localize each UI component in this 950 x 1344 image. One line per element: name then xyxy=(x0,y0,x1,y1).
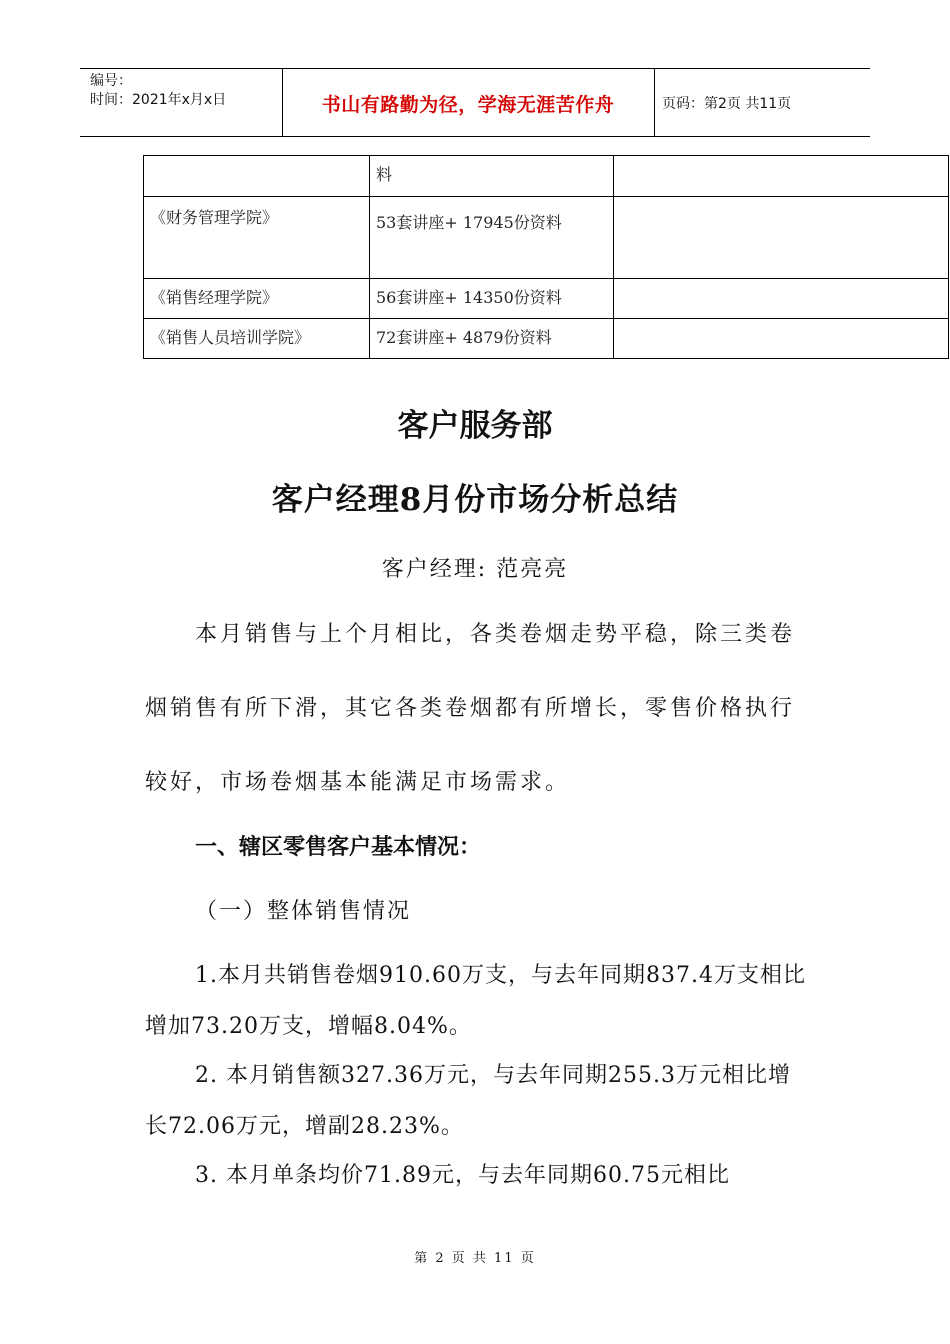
table-cell: 53套讲座+ 17945份资料 xyxy=(370,197,614,279)
subsection-heading: （一）整体销售情况 xyxy=(195,899,412,924)
page-footer: 第 2 页 共 11 页 xyxy=(414,1251,536,1266)
table-cell: 56套讲座+ 14350份资料 xyxy=(370,279,614,319)
summary-paragraph: 本月销售与上个月相比，各类卷烟走势平稳，除三类卷烟销售有所下滑，其它各类卷烟都有所增长，零售价格执行较好，市场卷烟基本能满足市场需求。 xyxy=(145,622,796,795)
department-title: 客户服务部 xyxy=(397,408,553,444)
header-bottom-rule xyxy=(80,136,870,137)
header-page-info: 页码：第2页 共11页 xyxy=(662,96,792,112)
table-row xyxy=(144,319,949,359)
section-heading: 一、辖区零售客户基本情况： xyxy=(195,835,482,860)
point-paragraph: 1.本月共销售卷烟910.60万支，与去年同期837.4万支相比增加73.20万支，增幅8.04%。 xyxy=(145,963,806,1039)
point-paragraph: 2. 本月销售额327.36万元，与去年同期255.3万元相比增长72.06万元，增副28.23%。 xyxy=(145,1063,791,1139)
table-cell: 72套讲座+ 4879份资料 xyxy=(370,319,614,359)
table-cell xyxy=(614,319,949,359)
serial-label: 编号： xyxy=(90,73,132,89)
table-row xyxy=(144,156,949,197)
table-cell: 《销售人员培训学院》 xyxy=(144,319,370,359)
manager-line: 客户经理: 范亮亮 xyxy=(381,557,569,582)
document-title: 客户经理8月份市场分析总结 xyxy=(271,482,679,518)
table-cell xyxy=(614,156,949,197)
header-divider xyxy=(654,68,655,136)
table-row xyxy=(144,197,949,279)
header-meta xyxy=(90,72,226,110)
time-label: 时间：2021年x月x日 xyxy=(90,92,227,108)
table-cell: 《财务管理学院》 xyxy=(144,197,370,279)
table-cell xyxy=(614,279,949,319)
table-cell xyxy=(144,156,370,197)
table-row xyxy=(144,279,949,319)
table-cell xyxy=(614,197,949,279)
header-motto: 书山有路勤为径，学海无涯苦作舟 xyxy=(321,94,615,116)
table-cell: 《销售经理学院》 xyxy=(144,279,370,319)
point-paragraph: 3. 本月单条均价71.89元，与去年同期60.75元相比 xyxy=(195,1163,730,1188)
course-table xyxy=(143,155,949,359)
header-divider xyxy=(282,68,283,136)
header-top-rule xyxy=(80,68,870,69)
table-cell: 料 xyxy=(370,156,614,197)
